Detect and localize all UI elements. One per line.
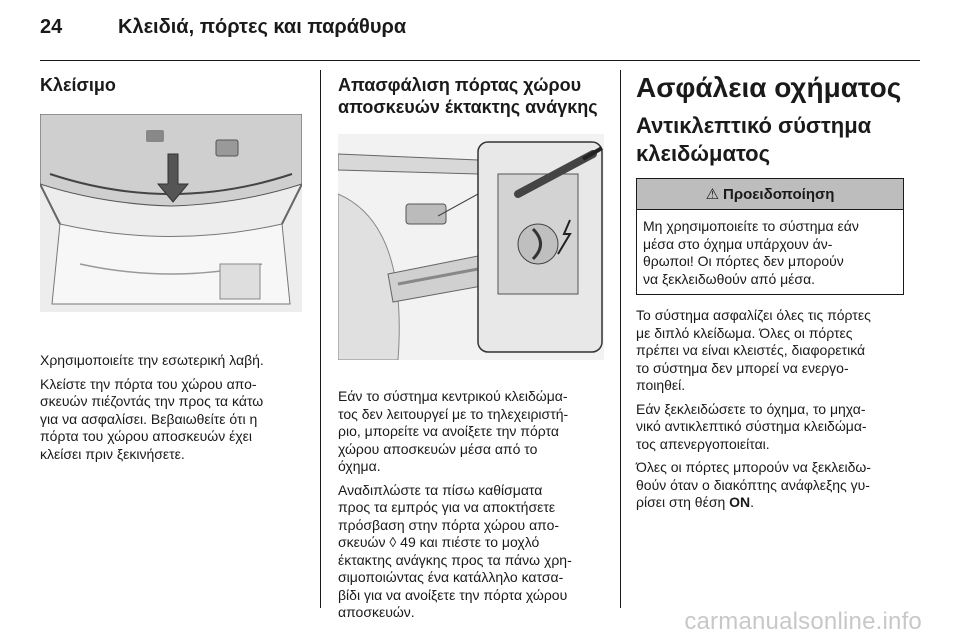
column-vehicle-security — [636, 72, 904, 518]
emergency-release-illustration — [338, 134, 604, 360]
subheading-anti-theft-locking: Αντικλεπτικό σύστημα κλειδώματος — [636, 113, 872, 166]
header-divider — [40, 60, 920, 61]
tailgate-illustration — [40, 114, 302, 312]
section-heading-emergency-release: Απασφάλιση πόρτας χώρου αποσκευών έκτακτης ανάγκης — [338, 75, 598, 117]
warning-icon: ⚠ — [705, 186, 720, 203]
ignition-position-on: ON — [729, 494, 751, 510]
paragraph-ignition-on: Όλες οι πόρτες μπορούν να ξεκλειδω- θούν όταν ο διακόπτης ανάφλεξης γυ- ρίσει στη θέση ON. — [636, 459, 871, 510]
paragraph-use-handle: Χρησιμοποιείτε την εσωτερική λαβή. — [40, 352, 264, 368]
warning-box — [636, 178, 904, 295]
watermark: carmanualsonline.info — [684, 608, 922, 635]
paragraph-remote-failure: Εάν το σύστημα κεντρικού κλειδώμα- τος δεν λειτουργεί με το τηλεχειριστή- ριο, μπορείτε να ανοίξετε την πόρτα χώρου αποσκευών μέσα από το όχημα. — [338, 388, 569, 474]
page-header — [40, 16, 920, 46]
column-emergency-release — [338, 74, 604, 628]
warning-header — [637, 179, 903, 210]
section-heading-vehicle-security: Ασφάλεια οχήματος — [636, 72, 902, 103]
paragraph-close-tailgate: Κλείστε την πόρτα του χώρου απο- σκευών πιέζοντάς την προς τα κάτω για να ασφαλίσει. Βεβαιωθείτε ότι η πόρτα του χώρου αποσκευών έχει κλείσει πριν ξεκινήσετε. — [40, 375, 264, 462]
warning-text: Μη χρησιμοποιείτε το σύστημα εάν μέσα στο όχημα υπάρχουν άν- θρωποι! Οι πόρτες δεν μπορούν να ξεκλειδωθούν από μέσα. — [643, 218, 859, 287]
page-reference-icon[interactable]: ◊ — [389, 534, 397, 550]
chapter-title: Κλειδιά, πόρτες και παράθυρα — [118, 16, 407, 38]
column-divider-1 — [320, 70, 321, 608]
page-number: 24 — [40, 16, 63, 38]
paragraph-unlock-deactivates: Εάν ξεκλειδώσετε το όχημα, το μηχα- νικό αντικλεπτικό σύστημα κλειδώμα- τος απενεργοποιείται. — [636, 400, 867, 452]
section-heading-closing: Κλείσιμο — [40, 75, 116, 95]
column-closing — [40, 74, 302, 469]
paragraph-fold-seats: Αναδιπλώστε τα πίσω καθίσματα προς τα εμπρός για να αποκτήσετε πρόσβαση στην πόρτα χώρου απο- σκευών ◊ 49 και πιέστε το μοχλό έκτακτης ανάγκης προς τα πάνω χρη- σιμοποιώντας ένα κατάλληλο κατσα- βίδι για να ανοίξετε την πόρτα χώρου αποσκευών. — [338, 481, 572, 620]
warning-title: Προειδοποίηση — [723, 185, 835, 203]
emergency-release-image — [338, 134, 604, 360]
tailgate-closing-image — [40, 114, 302, 312]
column-divider-2 — [620, 70, 621, 608]
paragraph-double-locking: Το σύστημα ασφαλίζει όλες τις πόρτες με διπλό κλείδωμα. Όλες οι πόρτες πρέπει να είναι κλειστές, διαφορετικά το σύστημα δεν μπορεί να ενεργο- ποιηθεί. — [636, 307, 871, 393]
